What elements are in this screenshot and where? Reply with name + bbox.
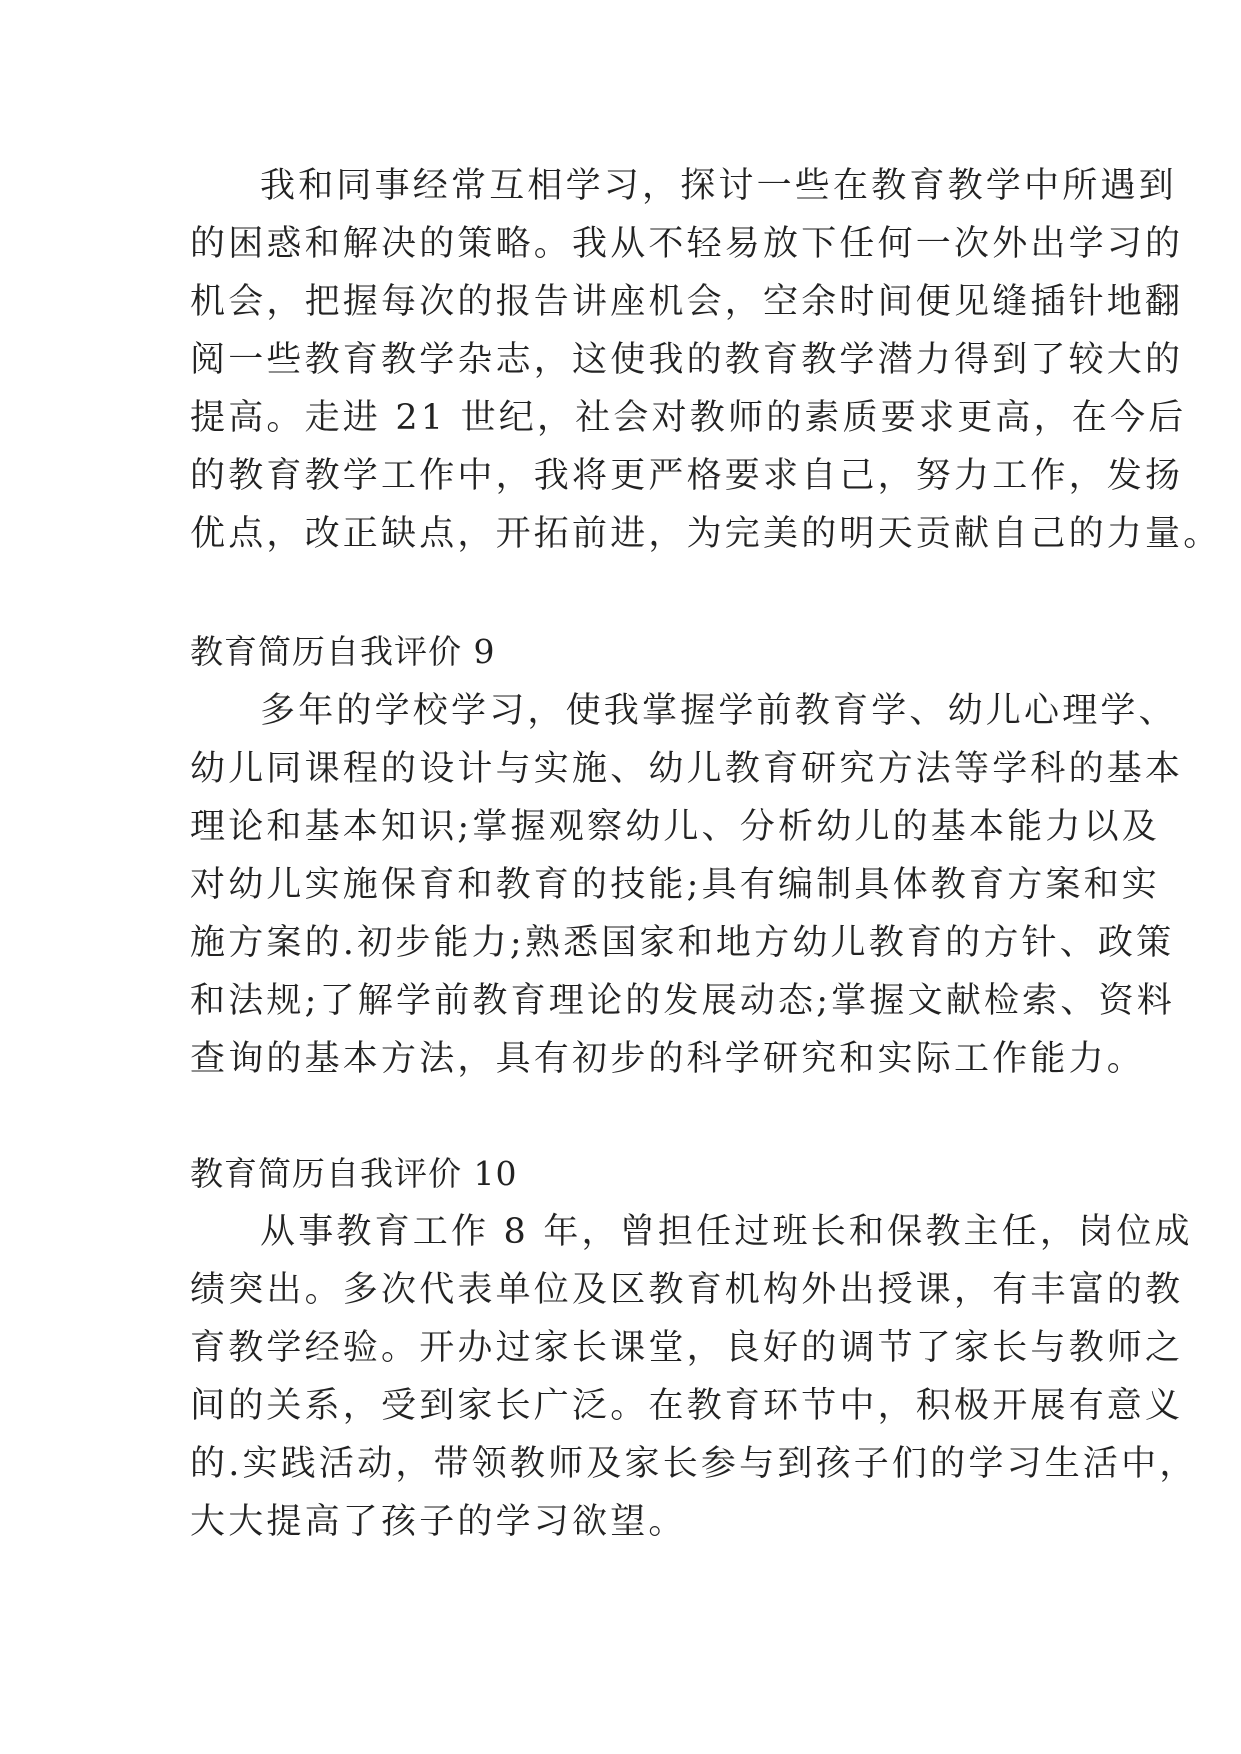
text-line: 提高。走进 21 世纪，社会对教师的素质要求更高，在今后 [190, 398, 1187, 438]
text-line: 施方案的.初步能力;熟悉国家和地方幼儿教育的方针、政策 [190, 923, 1175, 963]
text-line: 对幼儿实施保育和教育的技能;具有编制具体教育方案和实 [190, 865, 1160, 905]
text-line: 优点，改正缺点，开拓前进，为完美的明天贡献自己的力量。 [190, 514, 1222, 554]
text-line: 我和同事经常互相学习，探讨一些在教育教学中所遇到 [260, 166, 1177, 206]
section-heading-10: 教育简历自我评价 10 [190, 1154, 518, 1193]
text-line: 幼儿同课程的设计与实施、幼儿教育研究方法等学科的基本 [190, 749, 1184, 789]
paragraph-continued [190, 157, 1222, 563]
section-heading-9: 教育简历自我评价 9 [190, 632, 496, 671]
text-line: 多年的学校学习，使我掌握学前教育学、幼儿心理学、 [260, 691, 1177, 731]
paragraph-section-9 [190, 682, 1184, 1088]
text-line: 从事教育工作 8 年，曾担任过班长和保教主任，岗位成 [260, 1212, 1193, 1252]
text-line: 机会，把握每次的报告讲座机会，空余时间便见缝插针地翻 [190, 282, 1184, 322]
text-line: 查询的基本方法，具有初步的科学研究和实际工作能力。 [190, 1039, 1146, 1079]
text-line: 理论和基本知识;掌握观察幼儿、分析幼儿的基本能力以及 [190, 807, 1160, 847]
text-line: 间的关系，受到家长广泛。在教育环节中，积极开展有意义 [190, 1386, 1184, 1426]
paragraph-section-10 [190, 1203, 1198, 1551]
text-line: 绩突出。多次代表单位及区教育机构外出授课，有丰富的教 [190, 1270, 1184, 1310]
text-line: 的教育教学工作中，我将更严格要求自己，努力工作，发扬 [190, 456, 1184, 496]
text-line: 育教学经验。开办过家长课堂，良好的调节了家长与教师之 [190, 1328, 1184, 1368]
text-line: 和法规;了解学前教育理论的发展动态;掌握文献检索、资料 [190, 981, 1175, 1021]
text-line: 大大提高了孩子的学习欲望。 [190, 1502, 687, 1542]
text-line: 阅一些教育教学杂志，这使我的教育教学潜力得到了较大的 [190, 340, 1184, 380]
text-line: 的.实践活动，带领教师及家长参与到孩子们的学习生活中， [190, 1444, 1198, 1484]
text-line: 的困惑和解决的策略。我从不轻易放下任何一次外出学习的 [190, 224, 1184, 264]
